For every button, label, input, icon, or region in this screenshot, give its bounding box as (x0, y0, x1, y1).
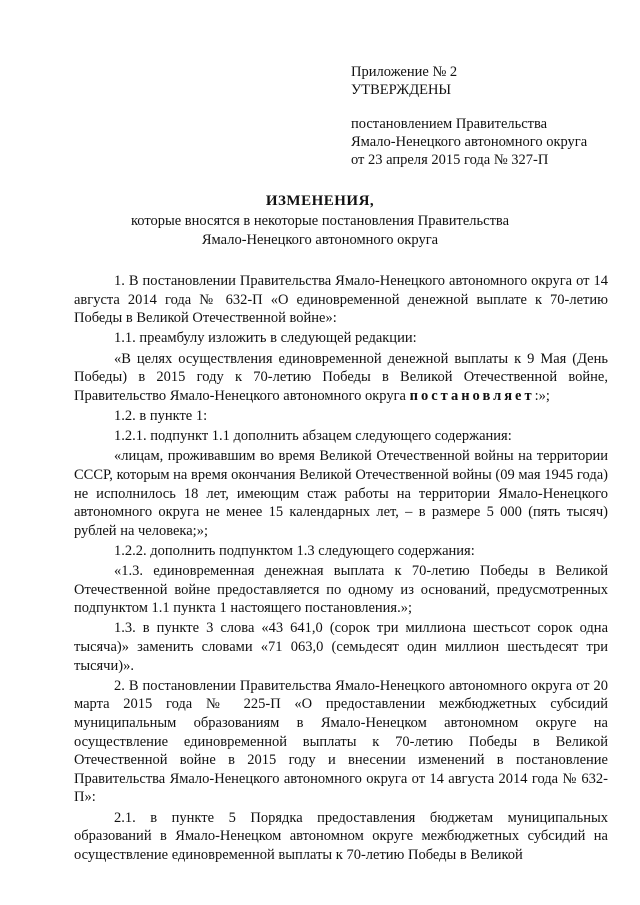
paragraph-1: 1. В постановлении Правительства Ямало-Ненецкого автономного округа от 14 августа 2014 года № 632-П «О единовременной денежной выплате к 70-летию Победы в Великой Отечественной войне»: (74, 273, 608, 327)
paragraph-1-2-2: 1.2.2. дополнить подпунктом 1.3 следующего содержания: (114, 542, 475, 559)
preamble-text: «В целях осуществления единовременной денежной выплаты к 9 Мая (День Победы) в 2015 году к 70-летию Победы в Великой Отечественной войне, Правительство Ямало-Ненецкого автономного округа (74, 350, 608, 404)
approval-resolution: постановлением Правительства (351, 116, 548, 132)
paragraph-2-1: 2.1. в пункте 5 Порядка предоставления бюджетам муниципальных образований в Ямало-Ненецком автономном округе межбюджетных субсидий на осуществление единовременной выплаты к 70-летию Победы в Великой (74, 809, 608, 863)
paragraph-1-3: 1.3. в пункте 3 слова «43 641,0 (сорок три миллиона шестьсот сорок одна тысяча)» заменить словами «71 063,0 (семьдесят один миллион шестьдесят три тысячи)». (74, 620, 608, 674)
paragraph-1-1: 1.1. преамбулу изложить в следующей редакции: (114, 330, 417, 347)
document-subtitle (60, 212, 580, 250)
subtitle-line-2: Ямало-Ненецкого автономного округа (201, 232, 439, 248)
subtitle-line-1: которые вносятся в некоторые постановления Правительства (130, 213, 510, 229)
approval-gap (351, 99, 587, 115)
preamble-ending: :»; (534, 387, 550, 404)
paragraph-quote-2: «1.3. единовременная денежная выплата к 70-летию Победы в Великой Отечественной войне предоставляется по одному из оснований, предусмотренных подпунктом 1.1 пункта 1 настоящего постановления.»; (74, 563, 608, 617)
paragraph-1-2: 1.2. в пункте 1: (114, 407, 208, 424)
document-title: ИЗМЕНЕНИЯ, (265, 193, 375, 209)
paragraph-preamble (74, 350, 608, 406)
paragraph-quote-1: «лицам, проживавшим во время Великой Отечественной войны на территории СССР, которым на время окончания Великой Отечественной войны (09 мая 1945 года) не исполнилось 18 лет, имеющим стаж работы на территории Ямало-Ненецкого автономного округа не менее 15 календарных лет, – в размере 5 000 (пять тысяч) рублей на человека;»; (74, 448, 608, 539)
appendix-number: Приложение № 2 (351, 64, 458, 80)
preamble-decree-word: постановляет (409, 387, 535, 404)
document-body (74, 272, 608, 866)
paragraph-2: 2. В постановлении Правительства Ямало-Ненецкого автономного округа от 20 марта 2015 года № 225-П «О предоставлении межбюджетных субсидий муниципальным образованиям в Ямало-Ненецком автономном округе на осуществление единовременной выплаты к 70-летию Победы в Великой Отечественной войне в 2015 году и внесении изменений в постановление Правительства Ямало-Ненецкого автономного округа от 14 августа 2014 года № 632-П»: (74, 677, 608, 806)
approval-date: от 23 апреля 2015 года № 327-П (351, 152, 549, 168)
paragraph-1-2-1: 1.2.1. подпункт 1.1 дополнить абзацем следующего содержания: (114, 428, 512, 445)
approval-block (351, 63, 587, 169)
approval-authority: Ямало-Ненецкого автономного округа (351, 134, 588, 150)
approved-label: УТВЕРЖДЕНЫ (351, 82, 452, 98)
